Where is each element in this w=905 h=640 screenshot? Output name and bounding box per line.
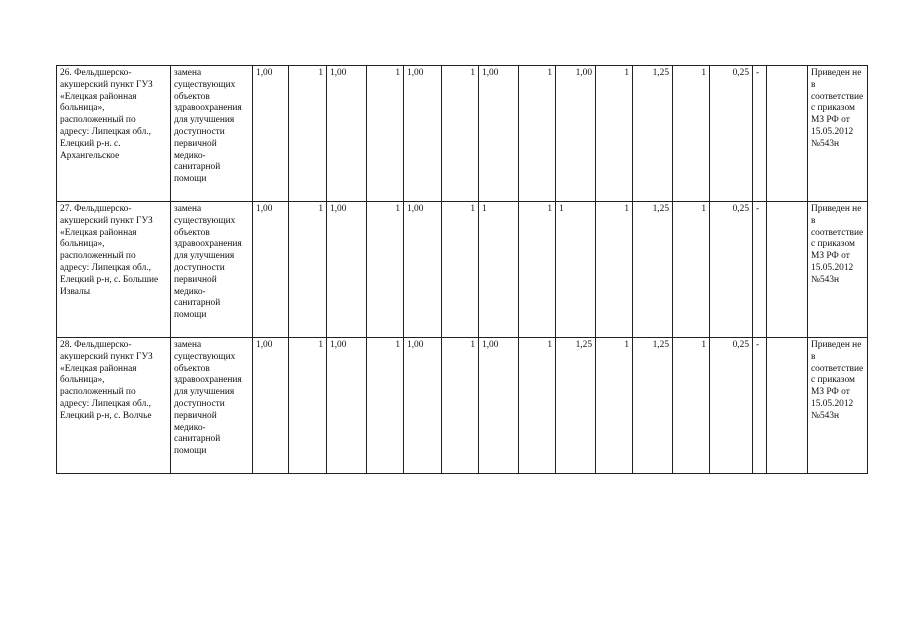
value-cell: 1,25 bbox=[556, 338, 596, 474]
dash-cell: - bbox=[753, 66, 767, 202]
count-cell: 1 bbox=[442, 202, 479, 338]
count-cell: 1 bbox=[367, 338, 404, 474]
count-cell: 1 bbox=[289, 338, 327, 474]
count-cell: 1 bbox=[673, 338, 710, 474]
count-cell: 1 bbox=[519, 202, 556, 338]
count-cell: 1 bbox=[673, 202, 710, 338]
facilities-table bbox=[56, 65, 868, 474]
count-cell: 1 bbox=[367, 202, 404, 338]
count-cell: 1 bbox=[596, 338, 633, 474]
facility-name: 26. Фельдшерско-акушерский пункт ГУЗ «Елецкая районная больница», расположенный по адресу: Липецкая обл., Елецкий р-н. с. Архангельское bbox=[57, 66, 171, 202]
facility-name: 28. Фельдшерско-акушерский пункт ГУЗ «Елецкая районная больница», расположенный по адресу: Липецкая обл., Елецкий р-н, с. Волчье bbox=[57, 338, 171, 474]
note-cell: Приведен не в соответствие с приказом МЗ РФ от 15.05.2012 №543н bbox=[808, 66, 868, 202]
measure-description: замена существующих объектов здравоохранения для улучшения доступности первичной медико-санитарной помощи bbox=[171, 338, 253, 474]
table-row bbox=[57, 338, 868, 474]
value-cell: 1,00 bbox=[404, 202, 442, 338]
count-cell: 1 bbox=[673, 66, 710, 202]
value-cell: 1,25 bbox=[633, 202, 673, 338]
value-cell: 1,00 bbox=[404, 338, 442, 474]
value-cell: 1,25 bbox=[633, 338, 673, 474]
note-cell: Приведен не в соответствие с приказом МЗ РФ от 15.05.2012 №543н bbox=[808, 338, 868, 474]
count-cell: 1 bbox=[367, 66, 404, 202]
value-cell: 1 bbox=[556, 202, 596, 338]
count-cell: 1 bbox=[442, 338, 479, 474]
table-row bbox=[57, 202, 868, 338]
value-cell: 1,00 bbox=[327, 202, 367, 338]
value-cell: 1,00 bbox=[404, 66, 442, 202]
value-cell: 1,00 bbox=[479, 338, 519, 474]
count-cell: 1 bbox=[519, 338, 556, 474]
count-cell: 1 bbox=[596, 66, 633, 202]
count-cell: 1 bbox=[289, 202, 327, 338]
empty-cell bbox=[767, 338, 808, 474]
value-cell: 1,00 bbox=[479, 66, 519, 202]
note-cell: Приведен не в соответствие с приказом МЗ РФ от 15.05.2012 №543н bbox=[808, 202, 868, 338]
measure-description: замена существующих объектов здравоохранения для улучшения доступности первичной медико-санитарной помощи bbox=[171, 66, 253, 202]
value-cell: 0,25 bbox=[710, 338, 753, 474]
value-cell: 1,00 bbox=[253, 202, 289, 338]
measure-description: замена существующих объектов здравоохранения для улучшения доступности первичной медико-санитарной помощи bbox=[171, 202, 253, 338]
value-cell: 1 bbox=[479, 202, 519, 338]
value-cell: 0,25 bbox=[710, 66, 753, 202]
value-cell: 1,00 bbox=[327, 338, 367, 474]
dash-cell: - bbox=[753, 338, 767, 474]
value-cell: 1,00 bbox=[327, 66, 367, 202]
count-cell: 1 bbox=[289, 66, 327, 202]
value-cell: 1,00 bbox=[556, 66, 596, 202]
value-cell: 1,00 bbox=[253, 66, 289, 202]
count-cell: 1 bbox=[596, 202, 633, 338]
table-row bbox=[57, 66, 868, 202]
value-cell: 0,25 bbox=[710, 202, 753, 338]
value-cell: 1,00 bbox=[253, 338, 289, 474]
count-cell: 1 bbox=[519, 66, 556, 202]
count-cell: 1 bbox=[442, 66, 479, 202]
value-cell: 1,25 bbox=[633, 66, 673, 202]
empty-cell bbox=[767, 66, 808, 202]
facility-name: 27. Фельдшерско-акушерский пункт ГУЗ «Елецкая районная больница», расположенный по адресу: Липецкая обл., Елецкий р-н, с. Большие Извалы bbox=[57, 202, 171, 338]
dash-cell: - bbox=[753, 202, 767, 338]
empty-cell bbox=[767, 202, 808, 338]
